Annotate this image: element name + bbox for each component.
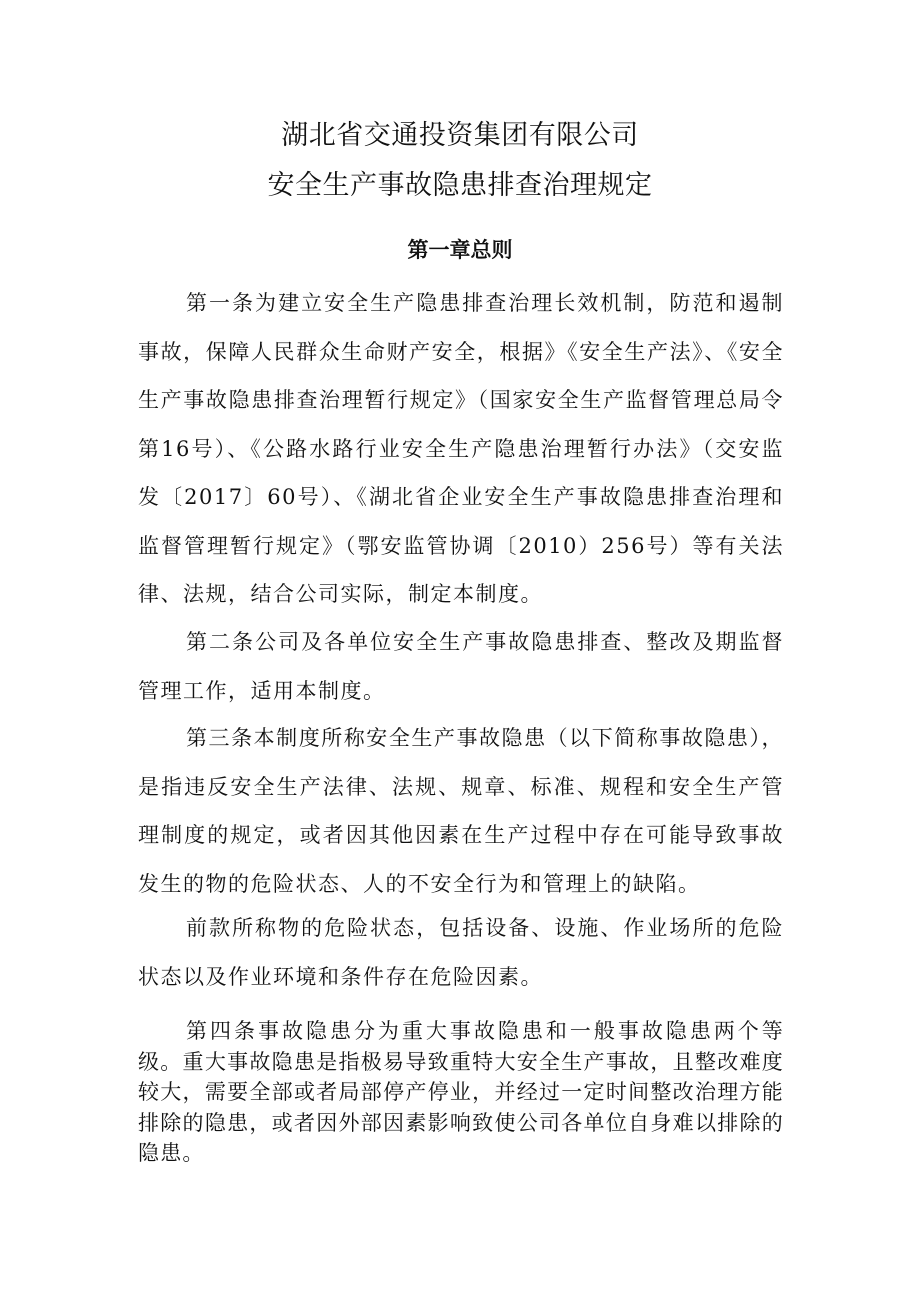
article-3-paragraph: 第三条本制度所称安全生产事故隐患（以下简称事故隐患），是指违反安全生产法律、法规、规章、标准、规程和安全生产管理制度的规定，或者因其他因素在生产过程中存在可能导致事故发生的物的危险状态、人的不安全行为和管理上的缺陷。	[138, 726, 784, 896]
article-4-paragraph: 第四条事故隐患分为重大事故隐患和一般事故隐患两个等级。重大事故隐患是指极易导致重特大安全生产事故，且整改难度较大，需要全部或者局部停产停业，并经过一定时间整改治理方能排除的隐患，或者因外部因素影响致使公司各单位自身难以排除的隐患。	[138, 1019, 784, 1165]
document-title-line1: 湖北省交通投资集团有限公司	[281, 120, 639, 151]
article-3-continuation-paragraph: 前款所称物的危险状态，包括设备、设施、作业场所的危险状态以及作业环境和条件存在危险因素。	[138, 916, 784, 989]
article-2-paragraph: 第二条公司及各单位安全生产事故隐患排查、整改及期监督管理工作，适用本制度。	[138, 630, 784, 703]
chapter-heading: 第一章总则	[407, 238, 513, 262]
document-title-line2: 安全生产事故隐患排查治理规定	[267, 170, 653, 201]
article-1-paragraph: 第一条为建立安全生产隐患排查治理长效机制，防范和遏制事故，保障人民群众生命财产安全，根据》《安全生产法》、《安全生产事故隐患排查治理暂行规定》（国家安全生产监督管理总局令第16号）、《公路水路行业安全生产隐患治理暂行办法》（交安监发〔2017〕60号）、《湖北省企业安全生产事故隐患排查治理和监督管理暂行规定》（鄂安监管协调〔2010）256号）等有关法律、法规，结合公司实际，制定本制度。	[138, 291, 784, 606]
